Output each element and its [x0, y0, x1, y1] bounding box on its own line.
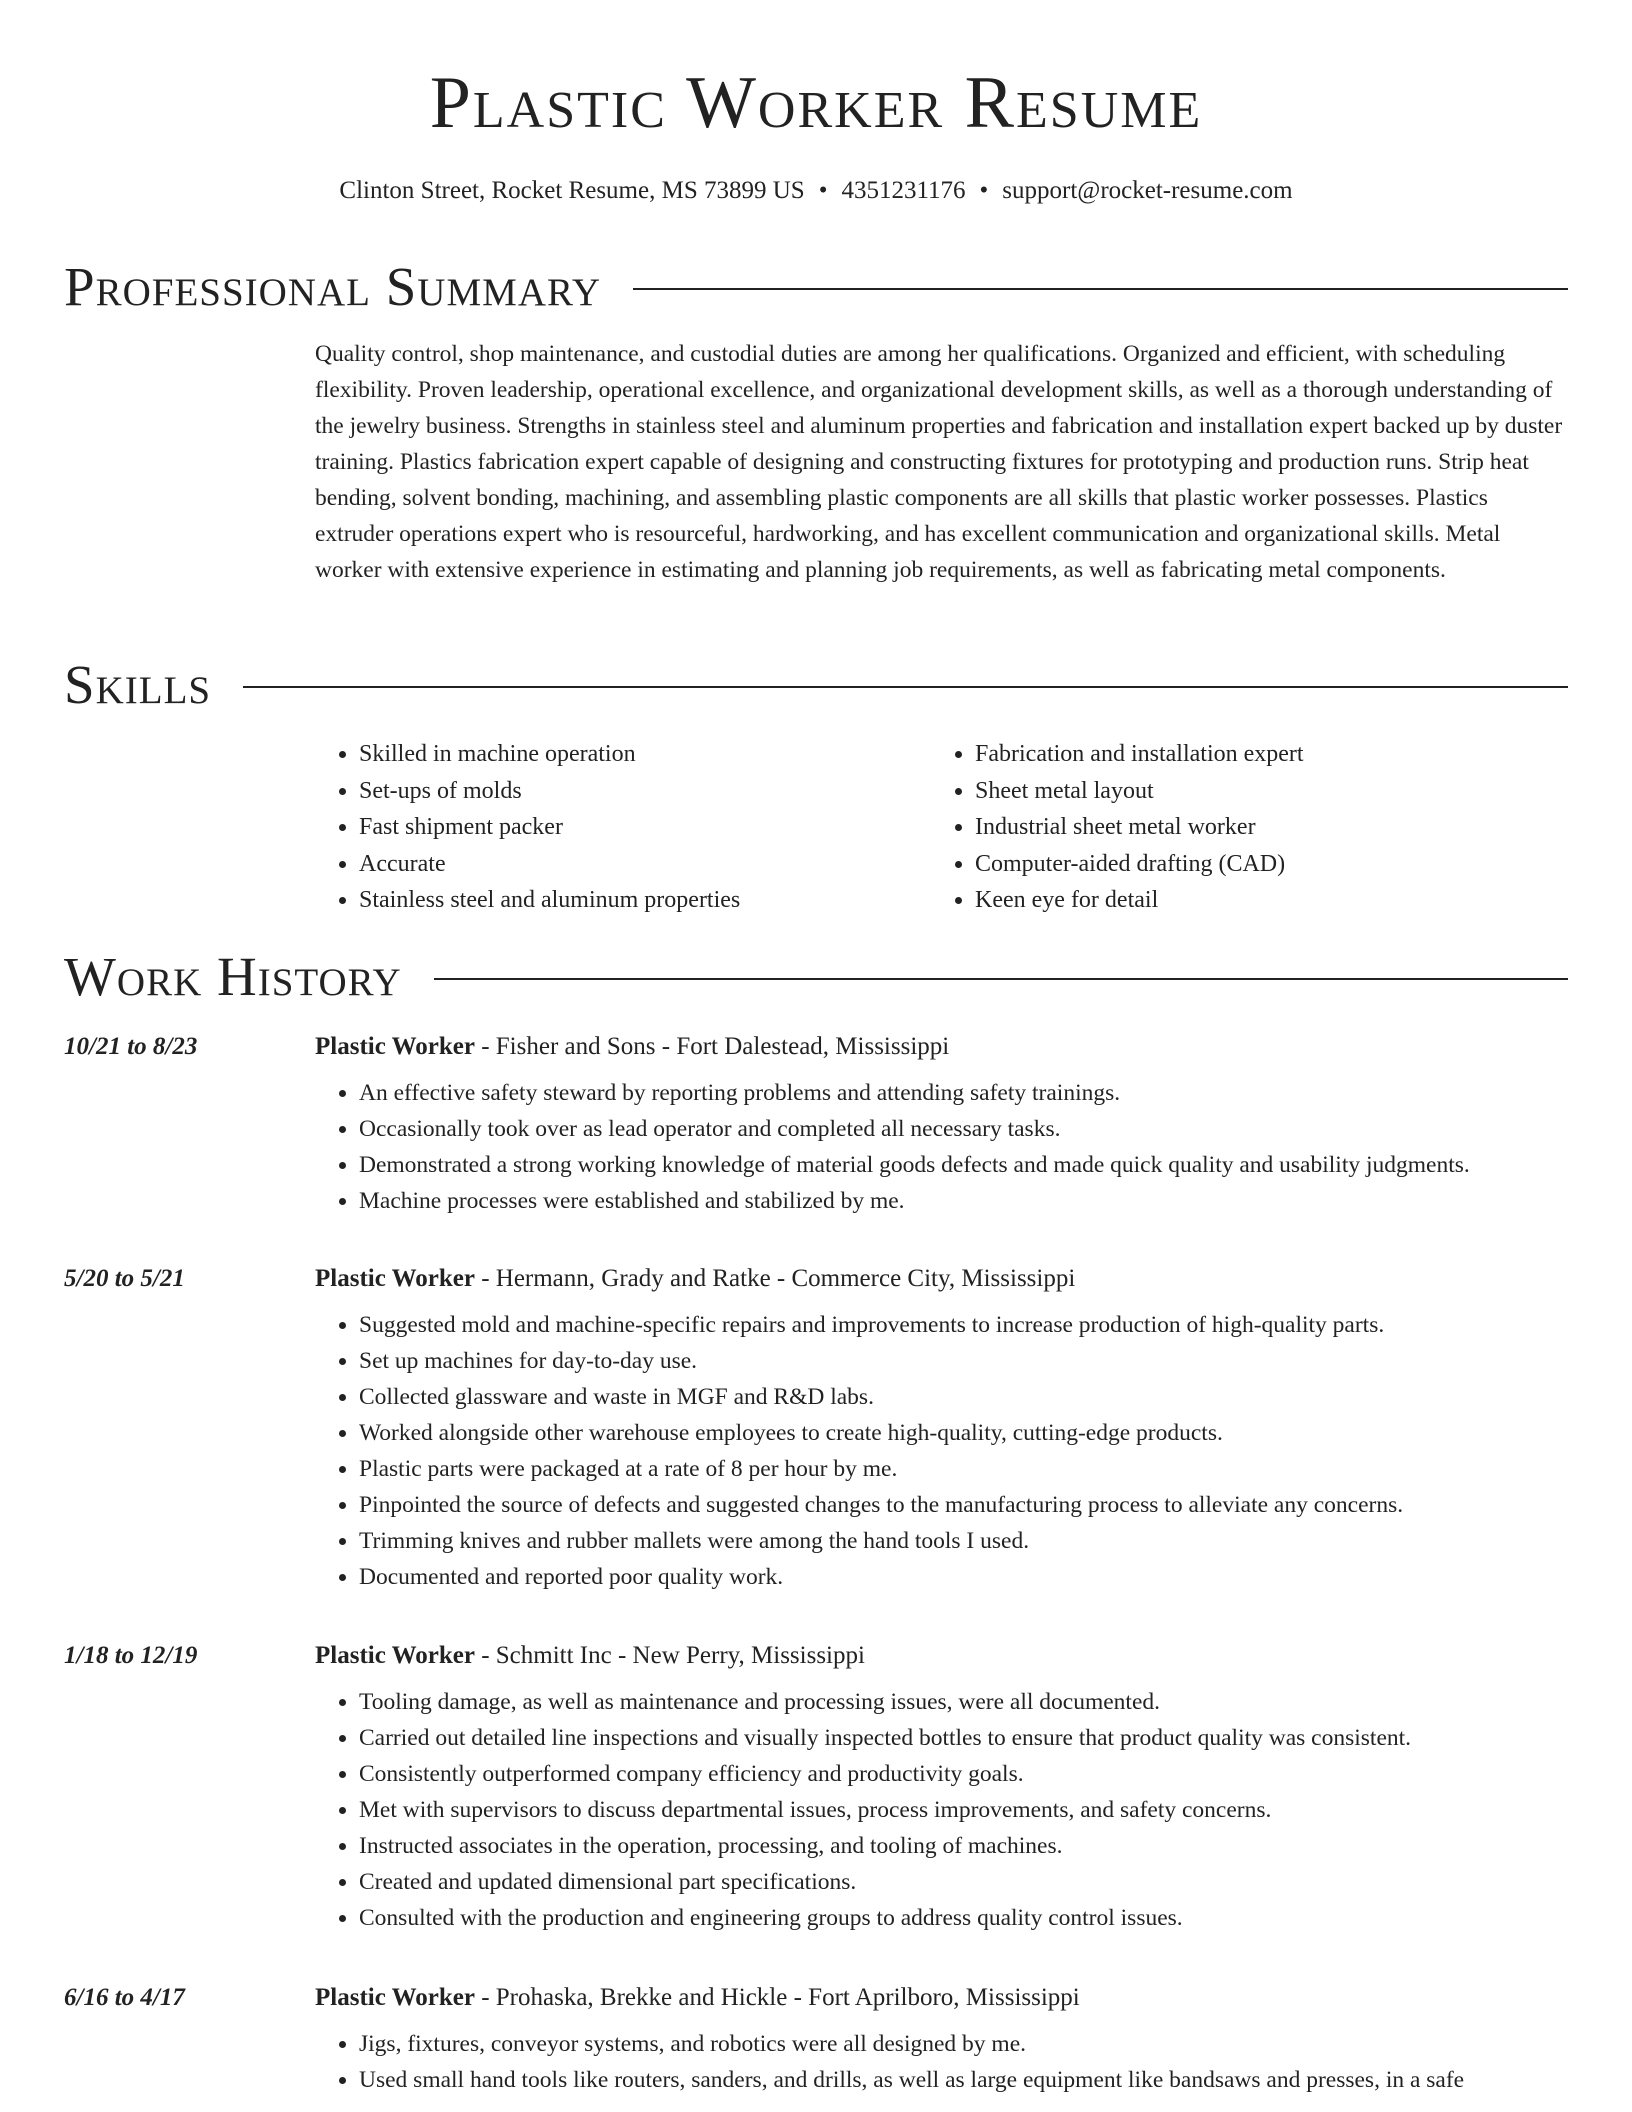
contact-phone: 4351231176 [841, 177, 966, 204]
job-bullet: • Used small hand tools like routers, sanders, and drills, as well as large equipment like bandsaws and presses, in a safe [359, 2062, 1614, 2098]
summary-heading: Professional Summary [64, 256, 602, 317]
job-bullet: • Carried out detailed line inspections and visually inspected bottles to ensure that product quality was consistent. [359, 1720, 1614, 1756]
job-bullet: • Documented and reported poor quality work. [359, 1559, 1614, 1595]
job-bullet: • Worked alongside other warehouse employees to create high-quality, cutting-edge products. [359, 1415, 1614, 1451]
job-bullet: • Collected glassware and waste in MGF and R&D labs. [359, 1379, 1614, 1415]
contact-separator: • [979, 177, 989, 204]
job-bullet: • Pinpointed the source of defects and suggested changes to the manufacturing process to alleviate any concerns. [359, 1487, 1614, 1523]
skill-item: • Fast shipment packer [359, 809, 929, 846]
work-history-heading: Work History [64, 946, 402, 1007]
job-bullet: • Created and updated dimensional part specifications. [359, 1864, 1614, 1900]
summary-section-header [64, 252, 1568, 322]
job-title: Plastic Worker [315, 1642, 475, 1669]
skills-heading: Skills [64, 654, 212, 715]
job-header [315, 1261, 1075, 1297]
job-bullet: • Plastic parts were packaged at a rate of 8 per hour by me. [359, 1451, 1614, 1487]
skill-item: • Sheet metal layout [975, 773, 1575, 810]
job-employer: - Fisher and Sons - Fort Dalestead, Mississippi [474, 1033, 950, 1060]
job-bullet: • Met with supervisors to discuss departmental issues, process improvements, and safety concerns. [359, 1792, 1614, 1828]
skill-item: • Stainless steel and aluminum properties [359, 882, 929, 919]
skills-section-header [64, 650, 1568, 720]
skills-list-right [931, 736, 1575, 919]
contact-separator: • [818, 177, 828, 204]
job-bullet: • Tooling damage, as well as maintenance and processing issues, were all documented. [359, 1684, 1614, 1720]
job-bullets [315, 1075, 1614, 1219]
job-bullet: • Demonstrated a strong working knowledge of material goods defects and made quick quality and usability judgments. [359, 1147, 1614, 1183]
job-bullet: • Instructed associates in the operation, processing, and tooling of machines. [359, 1828, 1614, 1864]
job-title: Plastic Worker [315, 1033, 475, 1060]
skill-item: • Set-ups of molds [359, 773, 929, 810]
job-title: Plastic Worker [315, 1984, 475, 2011]
skills-list-left [315, 736, 929, 919]
job-employer: - Schmitt Inc - New Perry, Mississippi [474, 1642, 865, 1669]
job-bullet: • Set up machines for day-to-day use. [359, 1343, 1614, 1379]
job-dates: 5/20 to 5/21 [64, 1265, 185, 1292]
job-bullet: • Occasionally took over as lead operator and completed all necessary tasks. [359, 1111, 1614, 1147]
section-divider [633, 288, 1568, 290]
work-history-section-header [64, 942, 1568, 1012]
section-divider [434, 978, 1568, 980]
resume-title: Plastic Worker Resume [429, 62, 1203, 144]
job-bullet: • Consulted with the production and engineering groups to address quality control issues. [359, 1900, 1614, 1936]
skill-item: • Keen eye for detail [975, 882, 1575, 919]
skill-item: • Accurate [359, 846, 929, 883]
skill-item: • Skilled in machine operation [359, 736, 929, 773]
job-title: Plastic Worker [315, 1265, 475, 1292]
skill-item: • Computer-aided drafting (CAD) [975, 846, 1575, 883]
job-dates: 6/16 to 4/17 [64, 1984, 185, 2011]
job-bullet: • Machine processes were established and stabilized by me. [359, 1183, 1614, 1219]
job-bullet: • Trimming knives and rubber mallets were among the hand tools I used. [359, 1523, 1614, 1559]
job-bullets [315, 1307, 1614, 1595]
job-dates: 1/18 to 12/19 [64, 1642, 198, 1669]
contact-address: Clinton Street, Rocket Resume, MS 73899 US [339, 177, 805, 204]
job-header [315, 1029, 949, 1065]
summary-text: Quality control, shop maintenance, and custodial duties are among her qualifications. Organized and efficient, with scheduling flexibility. Proven leadership, operational excellence, and organizational development skills, as well as a thorough understanding of the jewelry business. Strengths in stainless steel and aluminum properties and fabrication and installation expert backed up by duster training. Plastics fabrication expert capable of designing and constructing fixtures for prototyping and production runs. Strip heat bending, solvent bonding, machining, and assembling plastic components are all skills that plastic worker possesses. Plastics extruder operations expert who is resourceful, hardworking, and has excellent communication and organizational skills. Metal worker with extensive experience in estimating and planning job requirements, as well as fabricating metal components. [315, 341, 1563, 583]
contact-line [0, 174, 1632, 208]
job-employer: - Prohaska, Brekke and Hickle - Fort Aprilboro, Mississippi [474, 1984, 1080, 2011]
skill-item: • Industrial sheet metal worker [975, 809, 1575, 846]
job-bullets [315, 1684, 1614, 1936]
skill-item: • Fabrication and installation expert [975, 736, 1575, 773]
job-employer: - Hermann, Grady and Ratke - Commerce City, Mississippi [474, 1265, 1076, 1292]
job-bullet: • Jigs, fixtures, conveyor systems, and robotics were all designed by me. [359, 2026, 1614, 2062]
job-bullet: • Consistently outperformed company efficiency and productivity goals. [359, 1756, 1614, 1792]
section-divider [243, 686, 1568, 688]
job-dates: 10/21 to 8/23 [64, 1033, 198, 1060]
job-bullet: • Suggested mold and machine-specific repairs and improvements to increase production of high-quality parts. [359, 1307, 1614, 1343]
contact-email: support@rocket-resume.com [1002, 177, 1293, 204]
job-header [315, 1638, 865, 1674]
job-bullets [315, 2026, 1614, 2098]
job-header [315, 1980, 1080, 2016]
job-bullet: • An effective safety steward by reporting problems and attending safety trainings. [359, 1075, 1614, 1111]
